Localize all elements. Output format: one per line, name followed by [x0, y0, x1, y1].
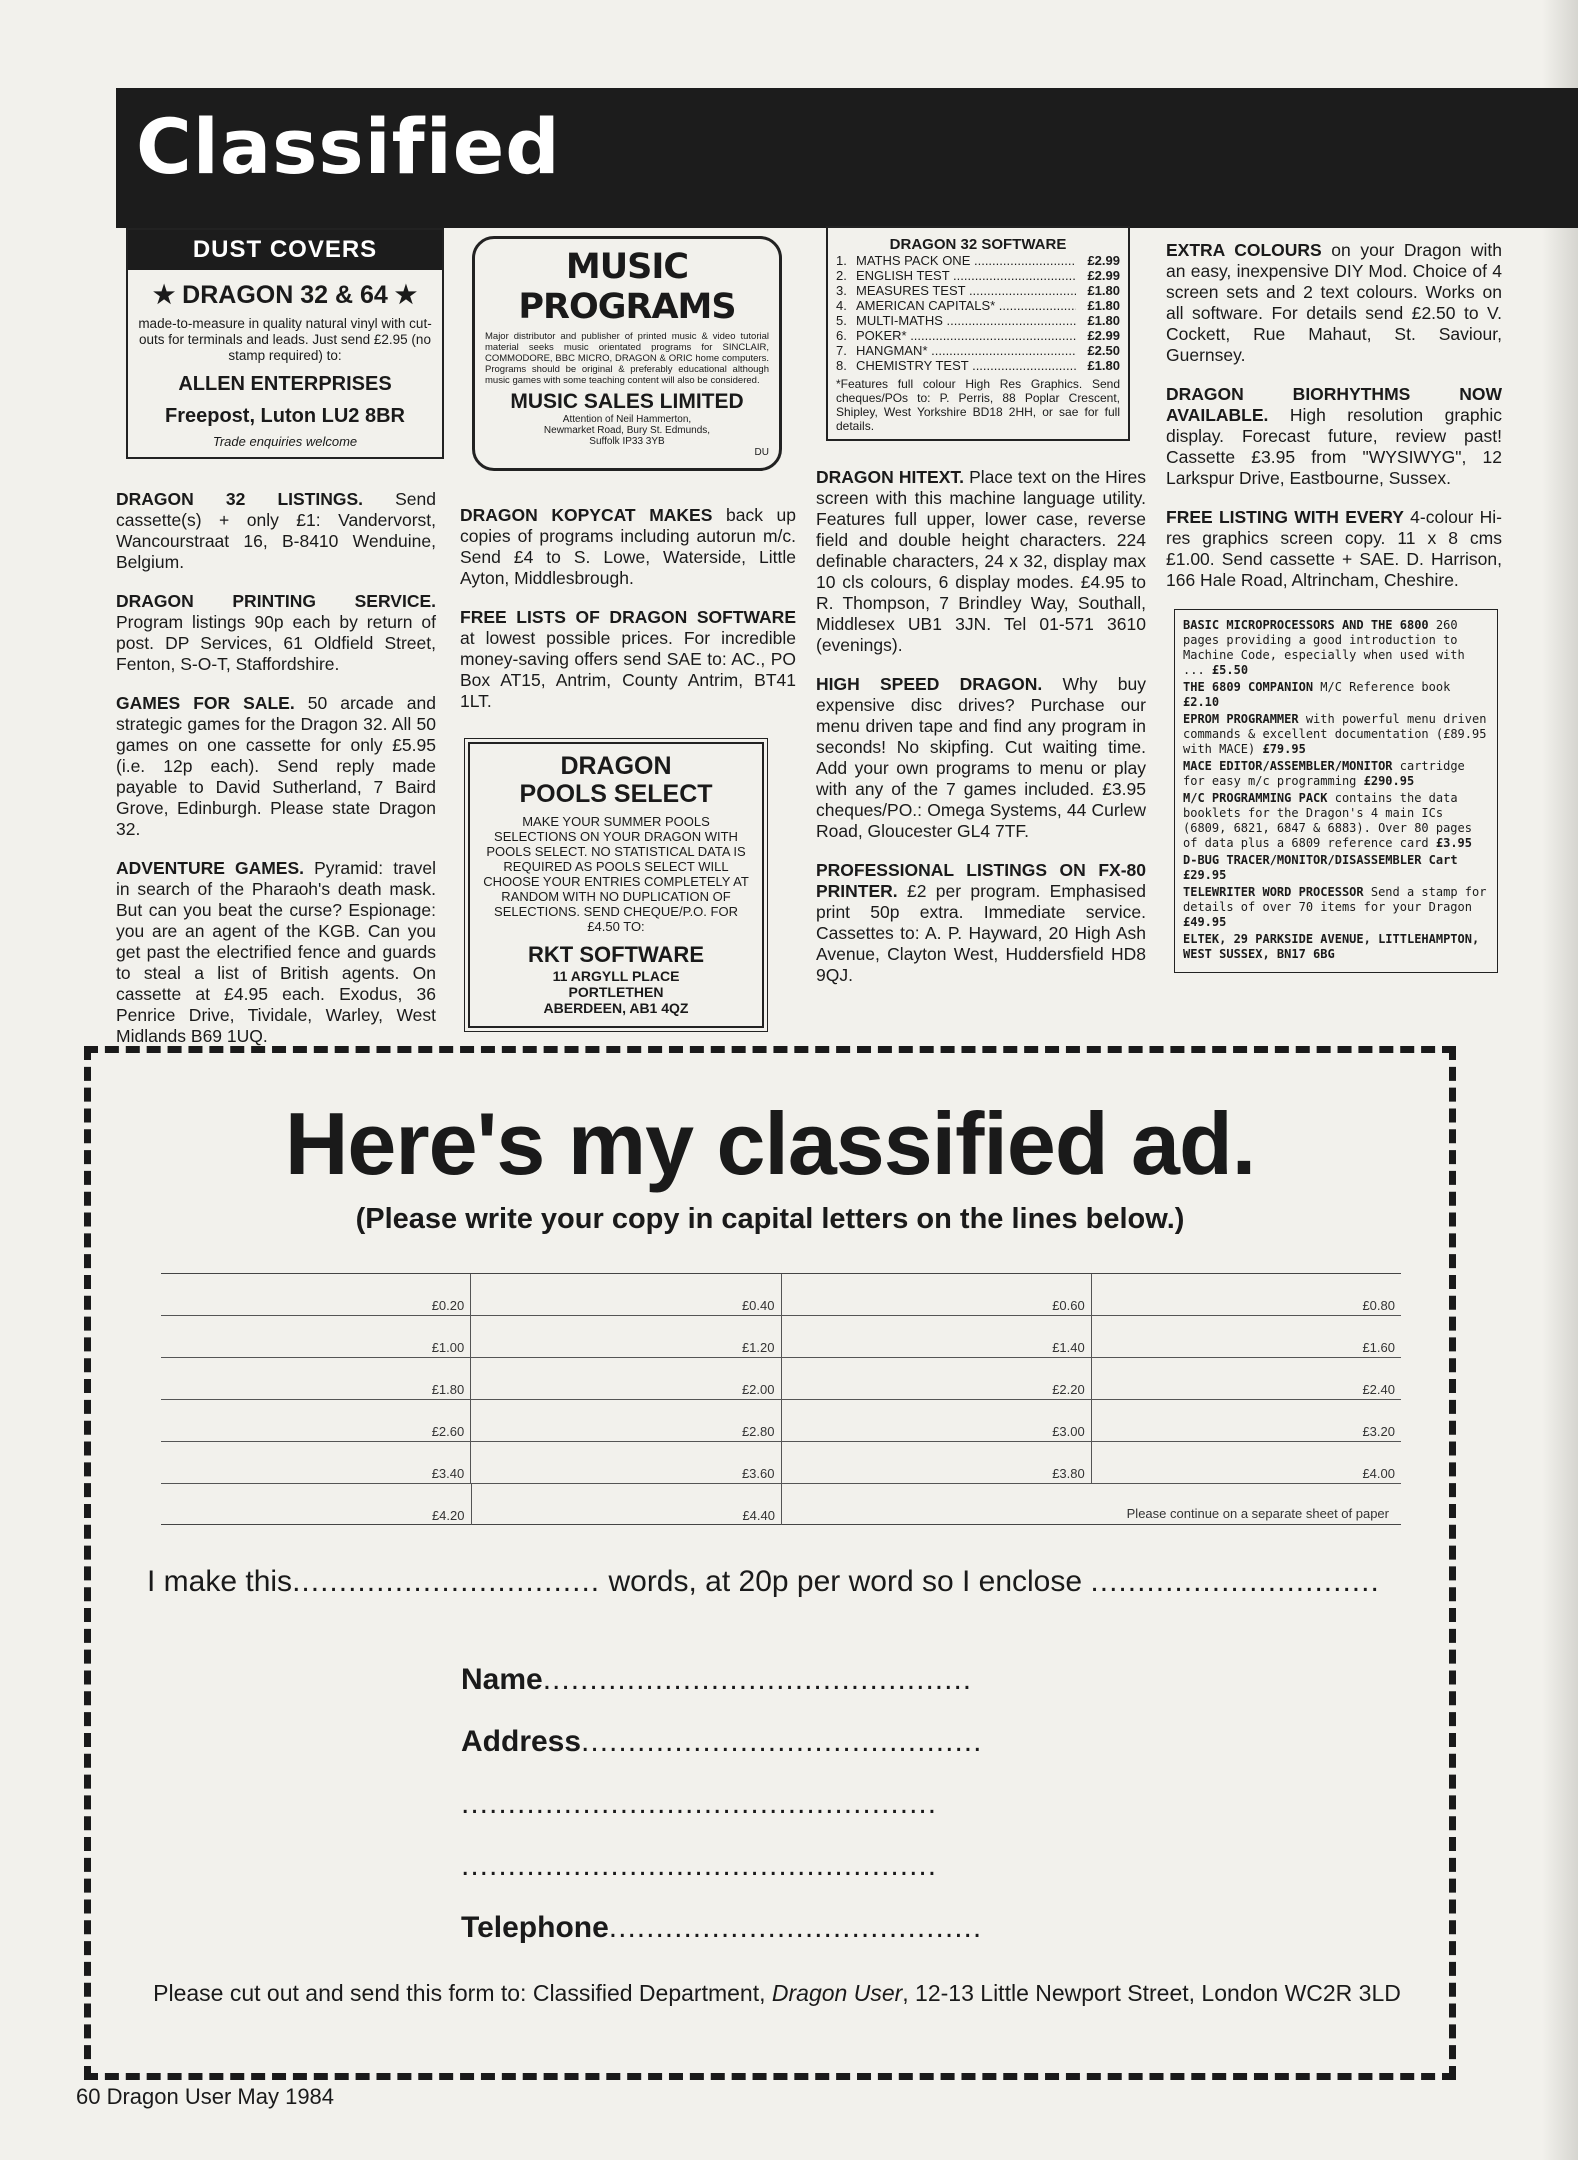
software-item-num: 3. [836, 283, 847, 298]
pools-addr2: PORTLETHEN [568, 984, 664, 1000]
grid-cell[interactable] [471, 1400, 781, 1441]
col1-ad-text: Pyramid: travel in search of the Pharaoh's death mask. But can you beat the curse? Espionage: you are an agent of the KGB. Can you get past the electrified fence and guards to steal a list of British agents. On cassette at £4.95 each. Exodus, 36 Penrice Drive, Tividale, Warley, West Midlands B69 1UQ. [116, 858, 437, 1046]
eltek-item [1183, 885, 1489, 930]
address-label: Address [461, 1725, 582, 1758]
software-note: *Features full colour High Res Graphics. Send cheques/POs to: P. Perris, 88 Poplar Crescent, Shipley, West Yorkshire BD18 2HH, or sae for full details. [836, 377, 1120, 433]
music-name: MUSIC SALES LIMITED [510, 390, 744, 413]
pools-name: RKT SOFTWARE [528, 942, 704, 967]
col3-ad-text: Why buy expensive disc drives? Purchase our menu driven tape and find any program in seconds! No skipfing. Cut waiting time. Add your own programs to menu or play with any of the 7 games included. £3.95 cheques/PO.: Omega Systems, 44 Curlew Road, Gloucester GL4 7TF. [816, 674, 1146, 841]
pools-body: MAKE YOUR SUMMER POOLS SELECTIONS ON YOUR DRAGON WITH POOLS SELECT. NO STATISTICAL DATA IS REQUIRED AS POOLS SELECT WILL CHOOSE YOUR ENTRIES COMPLETELY AT RANDOM WITH NO DUPLICATION OF SELECTIONS. SEND CHEQUE/P.O. FOR £4.50 TO: [483, 814, 749, 934]
software-item-price: £2.99 [1087, 328, 1120, 343]
col2-ad-head: FREE LISTS OF DRAGON SOFTWARE [460, 607, 796, 627]
col3-ad-head: HIGH SPEED DRAGON. [816, 674, 1043, 694]
grid-cell-price: £1.40 [1052, 1340, 1085, 1355]
grid-cell[interactable] [782, 1316, 1092, 1357]
col2-ad-text: at lowest possible prices. For incredible money-saving offers send SAE to: AC., PO Box AT15, Antrim, County Antrim, BT41 1LT. [460, 628, 796, 711]
eltek-item-price: £79.95 [1262, 742, 1306, 756]
eltek-item [1183, 853, 1489, 883]
col3-ad-head: DRAGON HITEXT. [816, 467, 964, 487]
grid-row [161, 1316, 1401, 1358]
col4-ad-0 [1166, 240, 1502, 366]
software-item-name: POKER* ..... [856, 328, 1076, 343]
grid-cell[interactable] [1092, 1274, 1401, 1315]
eltek-ad [1174, 609, 1498, 973]
software-item-name: MEASURES TEST ..... [856, 283, 1076, 298]
cut-text-2: , 12-13 Little Newport Street, London WC2R 3LD [902, 1980, 1401, 2006]
col3-ad-head: PROFESSIONAL LISTINGS ON FX-80 PRINTER. [816, 860, 1146, 901]
eltek-item-price: £2.10 [1183, 695, 1220, 709]
grid-cell-price: £4.20 [431, 1508, 465, 1523]
grid-row [161, 1358, 1401, 1400]
classified-header [116, 88, 1578, 228]
grid-cell-price: £3.40 [431, 1466, 465, 1481]
eltek-item [1183, 791, 1489, 851]
grid-cell-price: £1.80 [431, 1382, 465, 1397]
grid-cell[interactable] [472, 1484, 783, 1525]
col4-ad-head: DRAGON BIORHYTHMS NOW AVAILABLE. [1166, 384, 1502, 425]
col3-ad-text: £2 per program. Emphasised print 50p extra. Immediate service. Cassettes to: A. P. Hayward, 20 High Ash Avenue, Clayton West, Huddersfield HD8 9QJ. [816, 881, 1146, 985]
col2-ads [460, 505, 796, 712]
eltek-item-head: EPROM PROGRAMMER [1183, 712, 1299, 726]
software-item-num: 8. [836, 358, 847, 373]
grid-cell-price: £3.60 [741, 1466, 775, 1481]
music-title: MUSIC PROGRAMS [518, 247, 736, 327]
dust-covers-body: made-to-measure in quality natural vinyl with cut-outs for terminals and leads. Just send £2.95 (no stamp required) to: [138, 316, 432, 363]
grid-cell-price: £0.60 [1052, 1298, 1085, 1313]
eltek-item-price: £290.95 [1363, 774, 1415, 788]
eltek-addr: ELTEK, 29 PARKSIDE AVENUE, LITTLEHAMPTON, WEST SUSSEX, BN17 6BG [1183, 932, 1480, 961]
software-item [836, 283, 1120, 298]
col1-ad-0 [116, 489, 436, 573]
grid-note: Please continue on a separate sheet of paper [1126, 1506, 1389, 1521]
telephone-field[interactable]: ........................................ [608, 1911, 983, 1944]
coupon-subtitle: (Please write your copy in capital letters on the lines below.) [355, 1203, 1185, 1235]
eltek-item-text: cartridge for easy m/c programming [1183, 759, 1465, 788]
eltek-item-extra: (£89.95 with MACE) [1183, 727, 1487, 756]
grid-cell[interactable] [1092, 1316, 1401, 1357]
pools-title2: POOLS SELECT [519, 780, 713, 808]
grid-cell[interactable] [471, 1274, 781, 1315]
enclose-field[interactable]: ............................... [1090, 1565, 1380, 1598]
col4-ad-head: EXTRA COLOURS [1166, 240, 1322, 260]
software-item [836, 358, 1120, 373]
music-code: DU [754, 447, 769, 458]
grid-cell[interactable] [1092, 1358, 1401, 1399]
eltek-list [1183, 618, 1489, 930]
col3-ad-0 [816, 467, 1146, 656]
grid-cell-price: £2.00 [741, 1382, 775, 1397]
col1-ad-2 [116, 693, 436, 840]
grid-cell-price: £2.60 [431, 1424, 465, 1439]
col1-ad-head: ADVENTURE GAMES. [116, 858, 305, 878]
make-words-field[interactable]: ................................. [292, 1565, 601, 1598]
telephone-line [461, 1911, 982, 1945]
cut-out-instructions [147, 1979, 1407, 2007]
grid-cell-price: £4.00 [1362, 1466, 1395, 1481]
classified-coupon [84, 1046, 1456, 2080]
col1-ad-3 [116, 858, 436, 1047]
music-addr2: Newmarket Road, Bury St. Edmunds, [543, 425, 711, 436]
grid-cell-price: £1.00 [431, 1340, 465, 1355]
eltek-item-text: Send a stamp for details of over 70 items for your Dragon [1183, 885, 1487, 914]
grid-cell[interactable] [471, 1358, 781, 1399]
col4-ad-text: High resolution graphic display. Forecast future, review past! Cassette £3.95 from "WYSIWYG", 12 Larkspur Drive, Eastbourne, Sussex. [1166, 405, 1502, 488]
col4-ad-1 [1166, 384, 1502, 489]
col2-ad-head: DRAGON KOPYCAT MAKES [460, 505, 713, 525]
grid-cell-price: £1.60 [1362, 1340, 1395, 1355]
address-line [461, 1725, 982, 1759]
name-label: Name [461, 1663, 543, 1696]
software-item [836, 313, 1120, 328]
dust-covers-title: DUST COVERS [128, 230, 442, 270]
grid-cell[interactable] [782, 1358, 1092, 1399]
software-title: DRAGON 32 SOFTWARE [889, 236, 1067, 253]
software-item-price: £2.99 [1087, 268, 1120, 283]
software-item-price: £1.80 [1087, 313, 1120, 328]
software-item-num: 7. [836, 343, 847, 358]
column-2 [460, 226, 796, 1028]
software-item [836, 268, 1120, 283]
software-item [836, 328, 1120, 343]
page-footer: 60 Dragon User May 1984 [76, 2084, 335, 2109]
eltek-item-head: MACE EDITOR/ASSEMBLER/MONITOR [1183, 759, 1393, 773]
eltek-item [1183, 618, 1489, 678]
grid-cell-price: £0.80 [1362, 1298, 1395, 1313]
software-item-name: ENGLISH TEST ..... [856, 268, 1076, 283]
grid-row [161, 1274, 1401, 1316]
col4-ad-text: on your Dragon with an easy, inexpensive DIY Mod. Choice of 4 screen sets and 2 text colours. Works on all software. For details send £2.50 to V. Cockett, Rue Mahaut, St. Saviour, Guernsey. [1166, 240, 1502, 365]
col1-ad-head: GAMES FOR SALE. [116, 693, 295, 713]
pools-select-ad [468, 742, 764, 1028]
eltek-item-price: £49.95 [1183, 915, 1227, 929]
software-item-name: MATHS PACK ONE ..... [856, 253, 1076, 268]
software-item [836, 343, 1120, 358]
cut-text-pub: Dragon User [771, 1980, 903, 2006]
grid-cell[interactable] [161, 1484, 472, 1525]
column-3 [816, 226, 1146, 1004]
eltek-item-head: BASIC MICROPROCESSORS AND THE 6800 [1183, 618, 1429, 632]
eltek-item [1183, 712, 1489, 757]
address-field-3[interactable]: ................................................... [461, 1849, 938, 1882]
eltek-item-price: £5.50 [1211, 663, 1249, 677]
pools-title1: DRAGON [560, 752, 672, 780]
software-item-name: HANGMAN* ..... [856, 343, 1076, 358]
software-item-name: MULTI-MATHS ..... [856, 313, 1076, 328]
software-item-name: CHEMISTRY TEST ..... [856, 358, 1076, 373]
grid-cell[interactable] [782, 1274, 1092, 1315]
address-line-2 [461, 1787, 937, 1821]
col4-ad-head: FREE LISTING WITH EVERY [1166, 507, 1404, 527]
eltek-item-head: M/C PROGRAMMING PACK [1183, 791, 1328, 805]
software-item-price: £2.99 [1087, 253, 1120, 268]
cut-text-1: Please cut out and send this form to: Classified Department, [153, 1980, 772, 2006]
page-edge-shadow [1542, 0, 1578, 2160]
software-item-price: £1.80 [1087, 298, 1120, 313]
dust-covers-name2: Freepost, Luton LU2 8BR [164, 405, 405, 427]
column-4 [1166, 240, 1502, 973]
software-item-price: £1.80 [1087, 358, 1120, 373]
music-body: Major distributor and publisher of printed music & video tutorial material seeks music orientated programs for SINCLAIR, COMMODORE, BBC MICRO, DRAGON & ORIC home computers. Programs should be original & preferably educational although music games with some teaching content will also be considered. [485, 331, 769, 386]
dust-covers-trade: Trade enquiries welcome [212, 434, 358, 449]
grid-row [161, 1400, 1401, 1442]
col1-ad-text: Program listings 90p each by return of post. DP Services, 61 Oldfield Street, Fenton, S-O-T, Staffordshire. [116, 612, 436, 674]
col4-ad-2 [1166, 507, 1502, 591]
eltek-item-head: THE 6809 COMPANION [1183, 680, 1314, 694]
eltek-item [1183, 759, 1489, 789]
software-item [836, 253, 1120, 268]
grid-cell[interactable] [471, 1316, 781, 1357]
col4-ad-text: 4-colour Hi-res graphics screen copy. 11 x 8 cms £1.00. Send cassette + SAE. D. Harrison, 166 Hale Road, Altrincham, Cheshire. [1166, 507, 1502, 590]
software-item-num: 4. [836, 298, 847, 313]
grid-cell-price: £2.80 [741, 1424, 775, 1439]
eltek-item [1183, 680, 1489, 710]
dust-covers-ad [126, 228, 444, 459]
col1-ads [116, 489, 436, 1047]
column-1 [116, 226, 436, 1065]
grid-cell[interactable] [782, 1442, 1092, 1483]
col3-ad-2 [816, 860, 1146, 986]
software-item-num: 5. [836, 313, 847, 328]
col1-ad-head: DRAGON PRINTING SERVICE. [116, 591, 436, 611]
grid-cell-price: £0.40 [741, 1298, 775, 1313]
make-line [147, 1565, 1380, 1599]
grid-cell[interactable] [471, 1442, 781, 1483]
grid-cell-price: £3.00 [1052, 1424, 1085, 1439]
music-addr1: Attention of Neil Hammerton, [562, 414, 692, 425]
eltek-item-price: Cart £29.95 [1183, 853, 1458, 882]
eltek-item-text: M/C Reference book [1320, 680, 1451, 694]
col3-ad-text: Place text on the Hires screen with this machine language utility. Features full upper, lower case, reverse field and double height characters. 224 definable characters, 24 x 32, display max 10 cls colours, 6 display modes. £4.95 to R. Thompson, 7 Brindley Way, Southall, Middlesex UB1 3JN. Tel 01-571 3610 (evenings). [816, 467, 1146, 655]
col1-ad-1 [116, 591, 436, 675]
pools-addr1: 11 ARGYLL PLACE [552, 968, 680, 984]
dust-covers-name1: ALLEN ENTERPRISES [178, 373, 392, 395]
software-item-name: AMERICAN CAPITALS* ..... [856, 298, 1076, 313]
telephone-label: Telephone [461, 1911, 609, 1944]
grid-cell[interactable] [1092, 1442, 1401, 1483]
grid-cell[interactable] [161, 1400, 471, 1441]
grid-cell[interactable] [1092, 1400, 1401, 1441]
grid-cell[interactable] [161, 1316, 471, 1357]
col1-ad-text: Send cassette(s) + only £1: Vandervorst, Wancourstraat 16, B-8410 Wenduine, Belgium. [116, 489, 436, 572]
name-line [461, 1663, 972, 1697]
col2-ad-text: back up copies of programs including autorun m/c. Send £4 to S. Lowe, Waterside, Little Ayton, Middlesbrough. [460, 505, 796, 588]
grid-cell[interactable] [161, 1274, 471, 1315]
dust-covers-sub: ★ DRAGON 32 & 64 ★ [152, 281, 418, 309]
grid-cell-price: £2.20 [1052, 1382, 1085, 1397]
software-item-num: 1. [836, 253, 847, 268]
pools-addr3: ABERDEEN, AB1 4QZ [543, 1000, 689, 1016]
eltek-item-head: D-BUG TRACER/MONITOR/DISASSEMBLER [1183, 853, 1422, 867]
col1-ad-text: 50 arcade and strategic games for the Dragon 32. All 50 games on one cassette for only £5.95 (i.e. 12p each). Send reply made payable to David Sutherland, 7 Baird Grove, Edinburgh. Please state Dragon 32. [116, 693, 436, 839]
grid-cell-price: £3.20 [1362, 1424, 1395, 1439]
name-field[interactable]: .............................................. [542, 1663, 973, 1696]
software-item-num: 6. [836, 328, 847, 343]
music-addr3: Suffolk IP33 3YB [589, 436, 665, 447]
eltek-item-head: TELEWRITER WORD PROCESSOR [1183, 885, 1364, 899]
grid-cell-price: £0.20 [431, 1298, 465, 1313]
eltek-item-text: contains the data booklets for the Dragon's 4 main ICs (6809, 6821, 6847 & 6883). Over 80 pages of data plus a 6809 reference card [1183, 791, 1472, 850]
grid-cell[interactable] [161, 1442, 471, 1483]
eltek-item-text: with powerful menu driven commands & excellent documentation [1183, 712, 1487, 741]
dragon-software-ad [826, 226, 1130, 441]
make-line-label1: I make this [147, 1565, 293, 1598]
grid-cell[interactable] [782, 1400, 1092, 1441]
software-item [836, 298, 1120, 313]
grid-cell-price: £3.80 [1052, 1466, 1085, 1481]
page-title: Classified [136, 102, 561, 191]
address-field-1[interactable]: ........................................... [581, 1725, 983, 1758]
grid-cell-price: £1.20 [741, 1340, 775, 1355]
col4-ads [1166, 240, 1502, 591]
eltek-item-price: £3.95 [1435, 836, 1472, 850]
col2-ad-0 [460, 505, 796, 589]
col3-ad-1 [816, 674, 1146, 842]
address-line-3 [461, 1849, 937, 1883]
software-list [836, 253, 1120, 373]
grid-cell-price: £4.40 [742, 1508, 775, 1523]
software-item-price: £1.80 [1087, 283, 1120, 298]
software-item-price: £2.50 [1087, 343, 1120, 358]
music-programs-ad [472, 236, 782, 471]
col2-ad-1 [460, 607, 796, 712]
address-field-2[interactable]: ................................................... [461, 1787, 938, 1820]
grid-row [161, 1484, 1401, 1525]
word-grid[interactable] [161, 1273, 1401, 1525]
col3-ads [816, 467, 1146, 986]
eltek-item-text: 260 pages providing a good introduction to Machine Code, especially when used with ... [1183, 618, 1465, 677]
grid-cell-price: £2.40 [1362, 1382, 1395, 1397]
grid-row [161, 1442, 1401, 1484]
grid-cell[interactable] [782, 1484, 1092, 1525]
coupon-headline: Here's my classified ad. [284, 1094, 1256, 1193]
software-item-num: 2. [836, 268, 847, 283]
make-line-label2: words, at 20p per word so I enclose [608, 1565, 1083, 1598]
grid-cell[interactable] [161, 1358, 471, 1399]
col1-ad-head: DRAGON 32 LISTINGS. [116, 489, 364, 509]
